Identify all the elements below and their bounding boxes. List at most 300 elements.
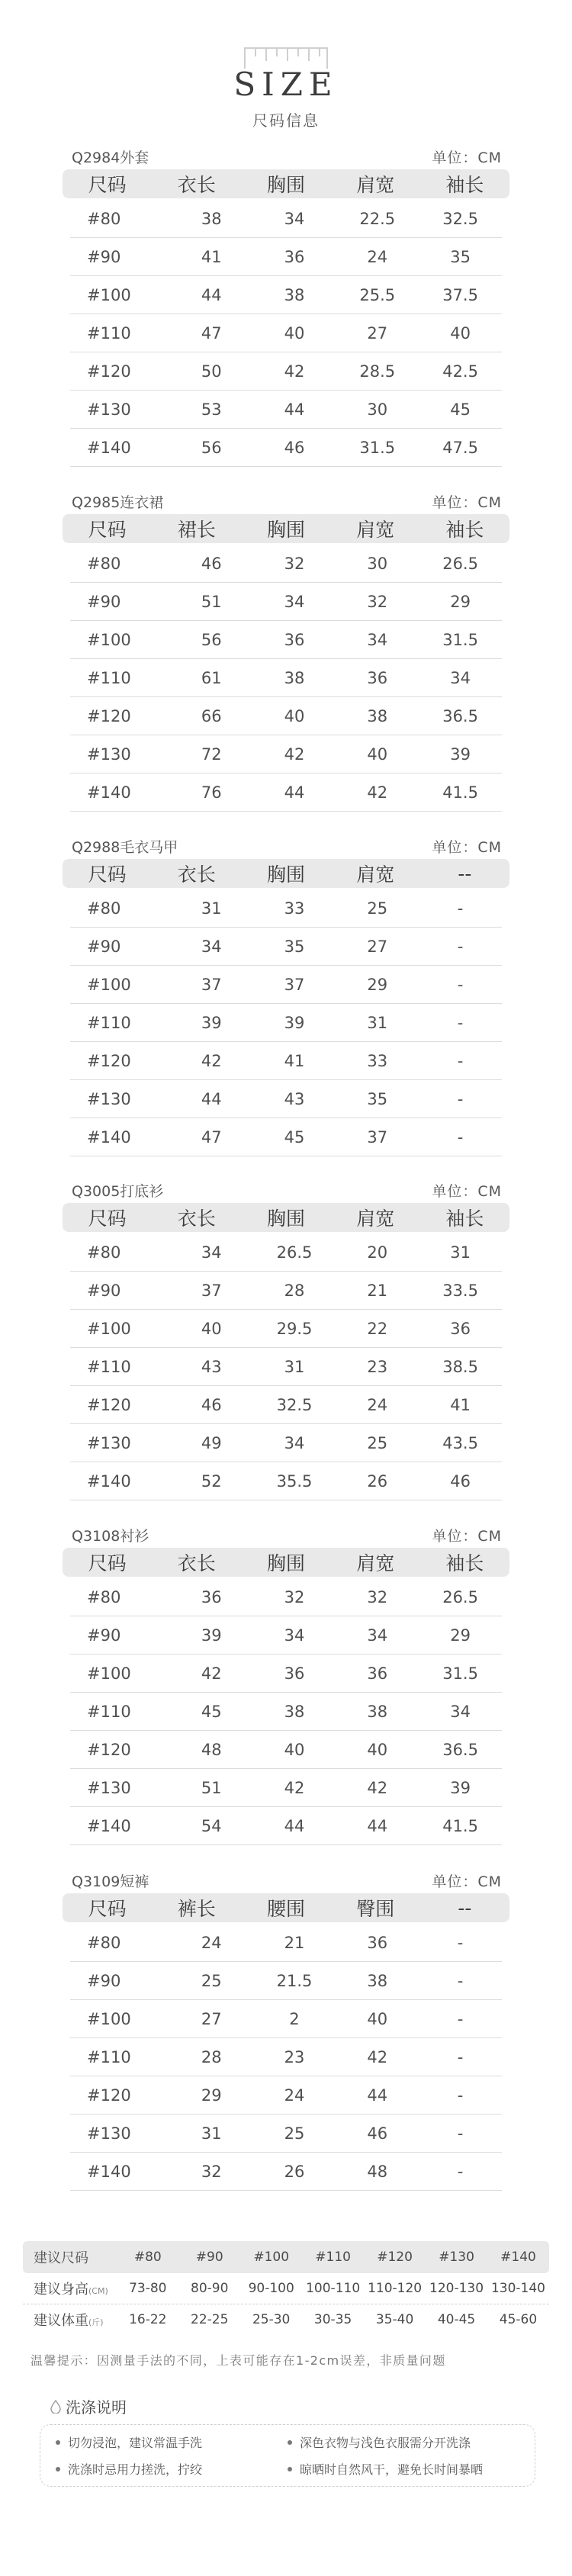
table-row <box>70 1578 502 1616</box>
measure-cell: 24 <box>367 247 388 266</box>
measure-cell: 43.5 <box>442 1433 478 1452</box>
product-title: Q3108衬衫 <box>72 1528 149 1545</box>
measure-cell: 42 <box>201 1664 222 1683</box>
measure-cell: 29.5 <box>276 1319 313 1338</box>
section-heading <box>63 143 509 169</box>
measure-cell: 26 <box>284 2162 305 2181</box>
measure-cell: 42 <box>201 1051 222 1070</box>
measure-cell: 40 <box>450 323 471 343</box>
product-title: Q3005打底衫 <box>72 1183 164 1200</box>
measure-cell: - <box>457 2086 464 2105</box>
measure-cell: 28.5 <box>359 362 396 381</box>
table-row <box>70 1807 502 1845</box>
weight-cell: 25-30 <box>252 2311 291 2327</box>
column-header: 袖长 <box>445 1552 484 1574</box>
size-cell: #140 <box>87 2162 131 2181</box>
column-header: 尺码 <box>88 1898 127 1920</box>
measure-cell: 32.5 <box>442 209 478 228</box>
measure-cell: 54 <box>201 1816 222 1835</box>
measure-cell: 38 <box>367 1702 388 1721</box>
measure-cell: 42 <box>284 744 305 764</box>
size-cell: #80 <box>87 209 121 228</box>
size-cell: #120 <box>87 2086 131 2105</box>
table-row <box>70 2076 502 2115</box>
table-row <box>70 2115 502 2153</box>
column-header: 腰围 <box>267 1898 306 1920</box>
size-cell: #120 <box>87 1395 131 1414</box>
measure-cell: 34 <box>284 592 305 611</box>
measure-cell: 34 <box>284 209 305 228</box>
size-cell: #100 <box>87 630 131 649</box>
measure-cell: 21.5 <box>276 1971 313 1990</box>
measure-cell: 66 <box>201 706 222 725</box>
measure-cell: 44 <box>201 285 222 304</box>
measure-cell: 34 <box>450 668 471 687</box>
column-header: 肩宽 <box>356 863 395 886</box>
height-unit: (CM) <box>88 2286 108 2296</box>
size-cell: #110 <box>87 668 131 687</box>
height-cell: 73-80 <box>129 2281 167 2296</box>
size-header <box>0 0 572 153</box>
measure-cell: 23 <box>367 1357 388 1376</box>
column-header: -- <box>458 862 472 885</box>
size-cell: #90 <box>87 247 121 266</box>
recommend-header-cell: 建议尺码 <box>34 2250 88 2266</box>
measure-cell: 35.5 <box>276 1471 313 1491</box>
unit-label: 单位：CM <box>432 150 502 166</box>
product-title: Q3109短裤 <box>72 1873 149 1890</box>
table-body <box>63 1578 509 1845</box>
measure-cell: 38 <box>367 706 388 725</box>
measure-cell: 39 <box>450 744 471 764</box>
measure-cell: 46 <box>201 1395 222 1414</box>
size-cell: #130 <box>87 1089 131 1108</box>
measure-cell: 76 <box>201 783 222 802</box>
measure-cell: 2 <box>289 2009 300 2028</box>
measure-cell: 37 <box>284 975 305 994</box>
measure-cell: 44 <box>367 2086 388 2105</box>
column-header: 尺码 <box>88 1208 127 1230</box>
table-header <box>63 859 509 888</box>
size-cell: #110 <box>87 323 131 343</box>
measure-cell: 40 <box>367 1740 388 1759</box>
measure-cell: - <box>457 1051 464 1070</box>
table-header <box>63 1548 509 1577</box>
measure-cell: 43 <box>284 1089 305 1108</box>
measure-cell: 35 <box>284 937 305 956</box>
measure-cell: 22.5 <box>359 209 396 228</box>
size-cell: #80 <box>87 554 121 573</box>
measure-cell: 41.5 <box>442 783 478 802</box>
column-header: 衣长 <box>177 174 216 196</box>
table-row <box>70 1769 502 1807</box>
size-cell: #100 <box>87 1664 131 1683</box>
column-header: 胸围 <box>267 519 306 541</box>
measure-cell: 46 <box>284 438 305 457</box>
measure-cell: 36 <box>367 668 388 687</box>
table-header <box>63 514 509 543</box>
table-row <box>70 545 502 583</box>
table-row <box>70 1616 502 1655</box>
measure-cell: 36 <box>367 1664 388 1683</box>
measure-cell: 47 <box>201 323 222 343</box>
table-row <box>70 1462 502 1500</box>
section-heading <box>63 833 509 859</box>
measure-cell: 21 <box>367 1281 388 1300</box>
measure-cell: 21 <box>284 1933 305 1952</box>
column-header: 衣长 <box>177 863 216 886</box>
measure-cell: 44 <box>284 1816 305 1835</box>
table-row <box>70 1080 502 1118</box>
measure-cell: 56 <box>201 438 222 457</box>
table-body <box>63 1924 509 2191</box>
measure-cell: 25 <box>367 1433 388 1452</box>
measure-cell: - <box>457 2047 464 2066</box>
measure-cell: 24 <box>367 1395 388 1414</box>
measure-cell: 51 <box>201 592 222 611</box>
recommendation-weight-row <box>23 2304 549 2334</box>
table-row <box>70 1118 502 1156</box>
weight-label: 建议体重(斤) <box>34 2312 104 2329</box>
table-row <box>70 773 502 812</box>
size-cell: #120 <box>87 1051 131 1070</box>
measure-cell: 36 <box>284 247 305 266</box>
measure-cell: 24 <box>284 2086 305 2105</box>
table-body <box>63 1233 509 1500</box>
size-cell: #130 <box>87 2124 131 2143</box>
column-header: 胸围 <box>267 1552 306 1574</box>
measure-cell: 28 <box>201 2047 222 2066</box>
size-table-section <box>63 488 509 812</box>
size-cell: #90 <box>87 937 121 956</box>
measure-cell: 44 <box>284 400 305 419</box>
measure-cell: 28 <box>284 1281 305 1300</box>
measure-cell: 41 <box>450 1395 471 1414</box>
measure-cell: 36 <box>284 630 305 649</box>
measure-cell: 31.5 <box>442 630 478 649</box>
table-row <box>70 1386 502 1424</box>
measure-cell: 22 <box>367 1319 388 1338</box>
measure-cell: 25 <box>284 2124 305 2143</box>
measure-cell: 36.5 <box>442 706 478 725</box>
measure-cell: 44 <box>367 1816 388 1835</box>
measure-cell: - <box>457 975 464 994</box>
wash-item-text: 切勿浸泡，建议常温手洗 <box>68 2436 203 2450</box>
size-table-section <box>63 1177 509 1500</box>
measure-cell: 34 <box>367 1626 388 1645</box>
size-cell: #110 <box>87 2047 131 2066</box>
measure-cell: 41.5 <box>442 1816 478 1835</box>
measure-cell: 61 <box>201 668 222 687</box>
measure-cell: 46 <box>450 1471 471 1491</box>
table-row <box>70 200 502 238</box>
size-cell: #100 <box>87 1319 131 1338</box>
height-cell: 130-140 <box>490 2281 545 2296</box>
height-cell: 80-90 <box>191 2281 229 2296</box>
measure-cell: 20 <box>367 1243 388 1262</box>
measure-cell: 46 <box>201 554 222 573</box>
measure-cell: - <box>457 1089 464 1108</box>
measure-cell: 33 <box>367 1051 388 1070</box>
table-row <box>70 2153 502 2191</box>
height-cell: 100-110 <box>306 2281 361 2296</box>
table-row <box>70 238 502 276</box>
measure-cell: 39 <box>201 1013 222 1032</box>
measure-cell: 37 <box>367 1127 388 1146</box>
measure-cell: 44 <box>201 1089 222 1108</box>
measure-cell: 40 <box>201 1319 222 1338</box>
measure-cell: 26 <box>367 1471 388 1491</box>
measure-cell: - <box>457 2009 464 2028</box>
measure-cell: 34 <box>450 1702 471 1721</box>
measure-cell: - <box>457 937 464 956</box>
size-table-section <box>63 1867 509 2191</box>
measure-cell: 40 <box>284 323 305 343</box>
measure-cell: 30 <box>367 400 388 419</box>
weight-cell: 45-60 <box>499 2311 538 2327</box>
measure-cell: 30 <box>367 554 388 573</box>
measure-cell: 44 <box>284 783 305 802</box>
recommend-header-cell: #80 <box>133 2250 162 2265</box>
wash-instructions <box>40 2424 535 2487</box>
measure-cell: 39 <box>201 1626 222 1645</box>
size-title: SIZE <box>233 66 339 103</box>
unit-label: 单位：CM <box>432 1183 502 1200</box>
measure-cell: 23 <box>284 2047 305 2066</box>
measure-cell: - <box>457 2124 464 2143</box>
size-cell: #90 <box>87 592 121 611</box>
measure-cell: 45 <box>201 1702 222 1721</box>
wash-item-text: 晾晒时自然风干，避免长时间暴晒 <box>300 2462 484 2477</box>
measure-cell: 46 <box>367 2124 388 2143</box>
weight-cell: 22-25 <box>191 2311 229 2327</box>
table-row <box>70 1655 502 1693</box>
column-header: 衣长 <box>177 1552 216 1574</box>
table-row <box>70 2000 502 2038</box>
measurement-tip: 温馨提示：因测量手法的不同，上表可能存在1-2cm误差，非质量问题 <box>31 2353 446 2368</box>
table-row <box>70 1348 502 1386</box>
size-table-section <box>63 833 509 1156</box>
measure-cell: 34 <box>284 1626 305 1645</box>
size-subtitle: 尺码信息 <box>252 111 320 130</box>
measure-cell: 39 <box>284 1013 305 1032</box>
water-drop-icon <box>50 2400 61 2414</box>
measure-cell: 36 <box>367 1933 388 1952</box>
table-row <box>70 391 502 429</box>
column-header: 袖长 <box>445 1208 484 1230</box>
size-cell: #130 <box>87 744 131 764</box>
measure-cell: 24 <box>201 1933 222 1952</box>
table-row <box>70 966 502 1004</box>
table-header <box>63 1893 509 1922</box>
measure-cell: 33.5 <box>442 1281 478 1300</box>
measure-cell: 32 <box>367 592 388 611</box>
recommend-header-cell: #120 <box>377 2250 413 2265</box>
table-row <box>70 583 502 621</box>
table-row <box>70 621 502 659</box>
measure-cell: 26.5 <box>442 554 478 573</box>
measure-cell: 31.5 <box>442 1664 478 1683</box>
size-cell: #100 <box>87 975 131 994</box>
table-row <box>70 889 502 928</box>
table-body <box>63 545 509 812</box>
size-cell: #140 <box>87 783 131 802</box>
measure-cell: 43 <box>201 1357 222 1376</box>
weight-unit: (斤) <box>88 2317 104 2327</box>
measure-cell: 36 <box>284 1664 305 1683</box>
table-row <box>70 429 502 467</box>
measure-cell: 36 <box>450 1319 471 1338</box>
measure-cell: 52 <box>201 1471 222 1491</box>
column-header: 尺码 <box>88 863 127 886</box>
column-header: 尺码 <box>88 519 127 541</box>
column-header: 胸围 <box>267 863 306 886</box>
section-heading <box>63 1867 509 1893</box>
size-cell: #80 <box>87 1587 121 1606</box>
table-body <box>63 200 509 467</box>
weight-cell: 35-40 <box>375 2311 414 2327</box>
table-row <box>70 1424 502 1462</box>
measure-cell: - <box>457 1933 464 1952</box>
measure-cell: 47.5 <box>442 438 478 457</box>
measure-cell: 45 <box>284 1127 305 1146</box>
section-heading <box>63 1177 509 1203</box>
column-header: 肩宽 <box>356 1208 395 1230</box>
measure-cell: 31 <box>284 1357 305 1376</box>
size-cell: #90 <box>87 1971 121 1990</box>
measure-cell: 33 <box>284 899 305 918</box>
measure-cell: 38 <box>284 285 305 304</box>
measure-cell: 31 <box>201 899 222 918</box>
column-header: 尺码 <box>88 1552 127 1574</box>
column-header: 肩宽 <box>356 519 395 541</box>
size-cell: #80 <box>87 1243 121 1262</box>
column-header: 袖长 <box>445 174 484 196</box>
measure-cell: 48 <box>367 2162 388 2181</box>
table-body <box>63 889 509 1156</box>
unit-label: 单位：CM <box>432 1873 502 1890</box>
measure-cell: 42.5 <box>442 362 478 381</box>
measure-cell: 50 <box>201 362 222 381</box>
measure-cell: - <box>457 899 464 918</box>
recommend-header-cell: #130 <box>439 2250 474 2265</box>
measure-cell: 36 <box>201 1587 222 1606</box>
section-heading <box>63 1522 509 1548</box>
table-row <box>70 735 502 773</box>
measure-cell: 34 <box>201 937 222 956</box>
measure-cell: - <box>457 1013 464 1032</box>
wash-item <box>56 2459 288 2478</box>
measure-cell: 29 <box>201 2086 222 2105</box>
table-row <box>70 928 502 966</box>
recommend-header-cell: #100 <box>253 2250 290 2265</box>
measure-cell: 31.5 <box>359 438 396 457</box>
measure-cell: 40 <box>284 1740 305 1759</box>
table-row <box>70 1962 502 2000</box>
weight-cell: 40-45 <box>437 2311 476 2327</box>
measure-cell: 25 <box>367 899 388 918</box>
measure-cell: 42 <box>284 1778 305 1797</box>
bullet-icon <box>288 2440 292 2445</box>
wash-item <box>56 2433 288 2452</box>
recommend-header-cell: #110 <box>315 2250 351 2265</box>
height-cell: 120-130 <box>429 2281 484 2296</box>
measure-cell: 36.5 <box>442 1740 478 1759</box>
height-cell: 90-100 <box>248 2281 294 2296</box>
measure-cell: 40 <box>367 2009 388 2028</box>
measure-cell: 40 <box>367 744 388 764</box>
size-cell: #140 <box>87 1127 131 1146</box>
unit-label: 单位：CM <box>432 494 502 511</box>
weight-cell: 16-22 <box>129 2311 167 2327</box>
measure-cell: 48 <box>201 1740 222 1759</box>
column-header: 肩宽 <box>356 1552 395 1574</box>
table-row <box>70 2038 502 2076</box>
wash-title-text: 洗涤说明 <box>66 2398 127 2417</box>
size-cell: #140 <box>87 1816 131 1835</box>
measure-cell: 26.5 <box>442 1587 478 1606</box>
column-header: 裤长 <box>177 1898 216 1920</box>
column-header: -- <box>458 1896 472 1919</box>
measure-cell: 34 <box>201 1243 222 1262</box>
column-header: 衣长 <box>177 1208 216 1230</box>
recommend-header-cell: #90 <box>195 2250 223 2265</box>
measure-cell: 49 <box>201 1433 222 1452</box>
measure-cell: 35 <box>450 247 471 266</box>
measure-cell: 41 <box>284 1051 305 1070</box>
wash-item <box>288 2433 519 2452</box>
size-cell: #130 <box>87 1778 131 1797</box>
measure-cell: 32 <box>284 554 305 573</box>
size-cell: #110 <box>87 1357 131 1376</box>
table-row <box>70 1310 502 1348</box>
table-row <box>70 314 502 352</box>
measure-cell: 27 <box>201 2009 222 2028</box>
product-title: Q2984外套 <box>72 150 149 166</box>
unit-label: 单位：CM <box>432 1528 502 1545</box>
measure-cell: 42 <box>367 2047 388 2066</box>
measure-cell: 38 <box>367 1971 388 1990</box>
measure-cell: 72 <box>201 744 222 764</box>
measure-cell: 25 <box>201 1971 222 1990</box>
measure-cell: 34 <box>284 1433 305 1452</box>
measure-cell: 25.5 <box>359 285 396 304</box>
measure-cell: 38 <box>284 668 305 687</box>
measure-cell: 42 <box>367 783 388 802</box>
wash-item-text: 洗涤时忌用力搓洗，拧绞 <box>68 2462 203 2477</box>
measure-cell: 26.5 <box>276 1243 313 1262</box>
measure-cell: 29 <box>450 1626 471 1645</box>
size-cell: #120 <box>87 362 131 381</box>
size-cell: #130 <box>87 400 131 419</box>
measure-cell: 29 <box>367 975 388 994</box>
column-header: 袖长 <box>445 519 484 541</box>
measure-cell: 29 <box>450 592 471 611</box>
table-row <box>70 1731 502 1769</box>
size-cell: #120 <box>87 706 131 725</box>
height-cell: 110-120 <box>368 2281 423 2296</box>
size-cell: #140 <box>87 438 131 457</box>
measure-cell: 47 <box>201 1127 222 1146</box>
measure-cell: 45 <box>450 400 471 419</box>
recommendation-table <box>23 2241 549 2334</box>
table-row <box>70 697 502 735</box>
size-cell: #110 <box>87 1702 131 1721</box>
measure-cell: 32.5 <box>276 1395 313 1414</box>
measure-cell: 31 <box>367 1013 388 1032</box>
size-cell: #80 <box>87 1933 121 1952</box>
product-title: Q2988毛衣马甲 <box>72 839 178 856</box>
